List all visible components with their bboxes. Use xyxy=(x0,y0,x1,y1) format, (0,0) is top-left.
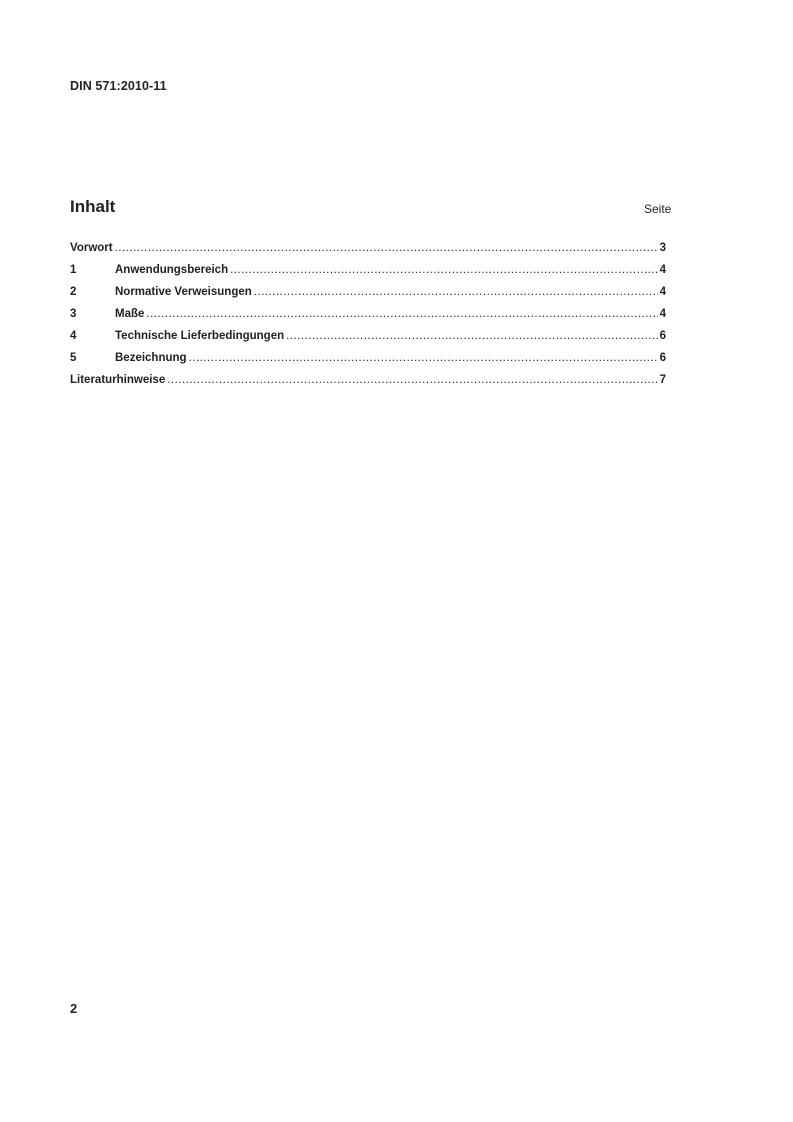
table-of-contents xyxy=(70,242,666,396)
toc-entry-number: 4 xyxy=(70,330,77,342)
toc-entry-page: 4 xyxy=(659,308,666,320)
toc-heading: Inhalt xyxy=(70,197,116,216)
toc-entry-title: Vorwort xyxy=(70,242,113,254)
toc-entry-number: 5 xyxy=(70,352,77,364)
toc-entry-literaturhinweise[interactable] xyxy=(70,374,666,396)
toc-leader-dots xyxy=(230,264,657,276)
toc-leader-dots xyxy=(167,374,657,386)
toc-entry-number: 3 xyxy=(70,308,77,320)
toc-entry-page: 4 xyxy=(659,264,666,276)
toc-entry-page: 3 xyxy=(659,242,666,254)
toc-entry-technische-lieferbedingungen[interactable] xyxy=(70,330,666,352)
toc-leader-dots xyxy=(146,308,657,320)
toc-entry-title: Normative Verweisungen xyxy=(115,286,252,298)
toc-entry-title: Anwendungsbereich xyxy=(115,264,229,276)
toc-entry-title: Technische Lieferbedingungen xyxy=(115,330,285,342)
toc-entry-bezeichnung[interactable] xyxy=(70,352,666,374)
toc-entry-page: 7 xyxy=(659,374,666,386)
toc-leader-dots xyxy=(115,242,658,254)
toc-entry-title: Bezeichnung xyxy=(115,352,187,364)
toc-entry-page: 4 xyxy=(659,286,666,298)
page-number: 2 xyxy=(70,1001,78,1016)
toc-entry-number: 1 xyxy=(70,264,77,276)
toc-entry-anwendungsbereich[interactable] xyxy=(70,264,666,286)
toc-leader-dots xyxy=(189,352,658,364)
toc-entry-page: 6 xyxy=(659,330,666,342)
document-id: DIN 571:2010-11 xyxy=(70,79,167,93)
toc-leader-dots xyxy=(286,330,657,342)
toc-entry-vorwort[interactable] xyxy=(70,242,666,264)
toc-page-column-label: Seite xyxy=(644,202,672,216)
toc-entry-title: Literaturhinweise xyxy=(70,374,166,386)
toc-entry-masse[interactable] xyxy=(70,308,666,330)
toc-entry-page: 6 xyxy=(659,352,666,364)
toc-entry-number: 2 xyxy=(70,286,77,298)
toc-entry-title: Maße xyxy=(115,308,145,320)
toc-entry-normative-verweisungen[interactable] xyxy=(70,286,666,308)
toc-leader-dots xyxy=(254,286,658,298)
